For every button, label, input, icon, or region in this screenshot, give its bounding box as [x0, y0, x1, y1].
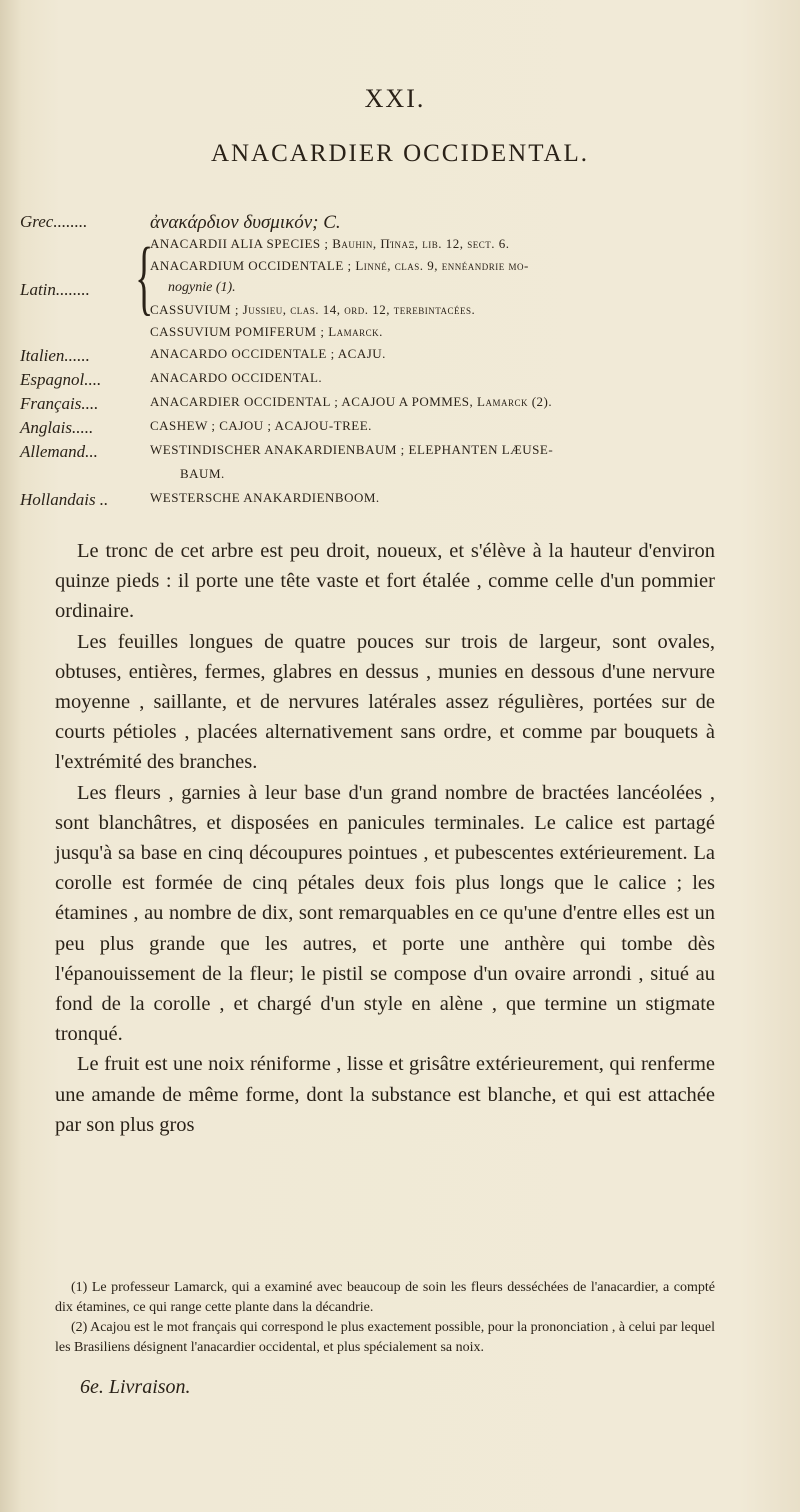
lang-label-francais: Français....: [20, 394, 99, 413]
latin-names: [150, 236, 710, 346]
name-row-espagnol: [20, 370, 710, 394]
footnotes: [55, 1278, 715, 1358]
lang-label-espagnol: Espagnol....: [20, 370, 102, 389]
name-row-francais: [20, 394, 710, 418]
name-row-grec: [20, 212, 710, 236]
latin-line: CASSUVIUM ; Jussieu, clas. 14, ord. 12, terebintacées.: [150, 302, 476, 317]
plate-number: XXI.: [364, 84, 426, 113]
name-row-anglais: [20, 418, 710, 442]
lang-label-grec: Grec........: [20, 212, 88, 231]
paragraph: Les fleurs , garnies à leur base d'un grand nombre de bractées lancéolées , sont blanchâtres, et disposées en panicules terminales. Le calice est partagé jusqu'à sa base en cinq découpures pointues , et pubescentes extérieurement. La corolle est formée de cinq pétales deux fois plus longs que le calice ; les étamines , au nombre de dix, sont remarquables en ce qu'une d'entre elles est un peu plus grande que les autres, et porte une anthère qui tombe dès l'épanouissement de la fleur; le pistil se compose d'un ovaire arrondi , situé au fond de la corolle , et chargé d'un style en alène , que termine un stigmate tronqué.: [55, 781, 715, 1046]
name-value-espagnol: ANACARDO OCCIDENTAL.: [150, 370, 323, 385]
name-value-allemand: WESTINDISCHER ANAKARDIENBAUM ; ELEPHANTEN LÆUSE-: [150, 442, 554, 457]
latin-line: ANACARDIUM OCCIDENTALE ; Linné, clas. 9, ennéandrie mo-: [150, 258, 529, 273]
name-value-francais: ANACARDIER OCCIDENTAL ; ACAJOU A POMMES, Lamarck (2).: [150, 394, 553, 409]
paragraph: Le tronc de cet arbre est peu droit, noueux, et s'élève à la hauteur d'environ quinze pieds : il porte une tête vaste et fort étalée , comme celle d'un pommier ordinaire.: [55, 540, 715, 623]
name-value-hollandais: WESTERSCHE ANAKARDIENBOOM.: [150, 490, 380, 505]
name-block-latin: [20, 231, 710, 346]
name-value-italien: ANACARDO OCCIDENTALE ; ACAJU.: [150, 346, 386, 361]
footnote: (2) Acajou est le mot français qui correspond le plus exactement possible, pour la prononciation , à celui par lequel les Brasiliens désignent l'anacardier occidental, et plus spécialement sa noix.: [55, 1320, 715, 1355]
brace-icon: {: [135, 231, 154, 324]
signature-mark: 6e. Livraison.: [80, 1376, 191, 1398]
name-row-allemand: [20, 442, 710, 466]
page-title: ANACARDIER OCCIDENTAL.: [210, 140, 590, 167]
lang-label-latin: Latin........: [20, 280, 90, 299]
name-row-hollandais: [20, 490, 710, 514]
lang-label-allemand: Allemand...: [20, 442, 98, 461]
body-text: [55, 536, 715, 1140]
name-value-allemand-cont: BAUM.: [180, 466, 225, 481]
name-value-grec: ἀνακάρδιον δυσμικόν; C.: [150, 212, 341, 233]
paragraph: Les feuilles longues de quatre pouces sur trois de largeur, sont ovales, obtuses, entières, fermes, glabres en dessus , munies en dessous d'une nervure moyenne , saillante, et de nervures latérales assez régulières, portées sur de courts pétioles , placées alternativement sans ordre, et comme par bouquets à l'extrémité des branches.: [55, 630, 715, 774]
name-row-italien: [20, 346, 710, 370]
latin-line: nogynie (1).: [168, 280, 236, 295]
latin-line: ANACARDII ALIA SPECIES ; Bauhin, Πίναξ, lib. 12, sect. 6.: [150, 236, 510, 251]
vernacular-names-table: [20, 212, 710, 514]
lang-label-anglais: Anglais.....: [20, 418, 94, 437]
lang-label-italien: Italien......: [20, 346, 90, 365]
footnote: (1) Le professeur Lamarck, qui a examiné avec beaucoup de soin les fleurs desséchées de l'anacardier, a compté dix étamines, ce qui range cette plante dans la décandrie.: [55, 1280, 715, 1315]
name-row-allemand-cont: [20, 466, 710, 490]
lang-label-hollandais: Hollandais ..: [20, 490, 109, 509]
paragraph: Le fruit est une noix réniforme , lisse et grisâtre extérieurement, qui renferme une amande de même forme, dont la substance est blanche, et qui est attachée par son plus gros: [55, 1053, 715, 1136]
latin-line: CASSUVIUM POMIFERUM ; Lamarck.: [150, 324, 383, 339]
name-value-anglais: CASHEW ; CAJOU ; ACAJOU-TREE.: [150, 418, 372, 433]
